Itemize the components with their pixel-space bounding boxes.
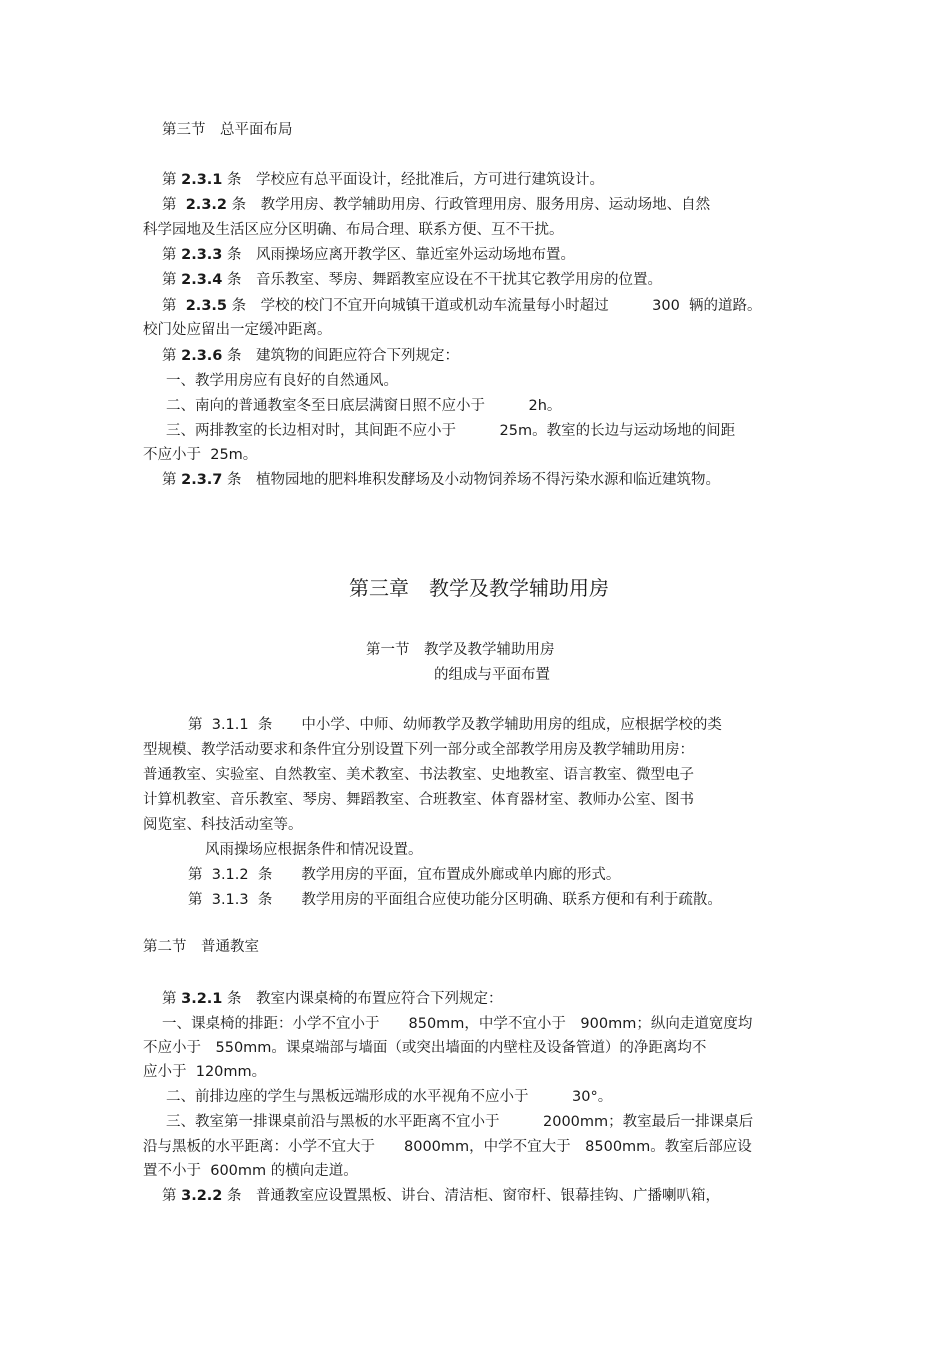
article-text: 条 教学用房、教学辅助用房、行政管理用房、服务用房、运动场地、自然 xyxy=(227,197,711,213)
article-2-3-3 xyxy=(162,245,575,265)
article-prefix: 第 xyxy=(162,247,182,263)
article-3-2-2 xyxy=(162,1186,720,1206)
article-number: 2.3.7 xyxy=(181,472,223,488)
section-heading: 第三节 总平面布局 xyxy=(162,122,293,138)
article-2-3-1 xyxy=(162,170,604,190)
article-prefix: 第 xyxy=(162,298,186,314)
article-text: 条 建筑物的间距应符合下列规定： xyxy=(222,348,460,364)
article-3-1-3: 第 3.1.3 条 教学用房的平面组合应使功能分区明确、联系方便和有利于疏散。 xyxy=(188,892,722,908)
article-text: 条 普通教室应设置黑板、讲台、清洁柜、窗帘杆、银幕挂钩、广播喇叭箱， xyxy=(222,1188,721,1204)
article-prefix: 第 xyxy=(162,472,182,488)
article-2-3-6 xyxy=(162,346,459,366)
list-item: 二、南向的普通教室冬至日底层满窗日照不应小于 2h。 xyxy=(166,398,562,414)
article-number: 2.3.3 xyxy=(181,247,223,263)
article-3-1-1-line: 型规模、教学活动要求和条件宜分别设置下列一部分或全部教学用房及教学辅助用房： xyxy=(143,742,694,758)
list-item: 二、前排边座的学生与黑板远端形成的水平视角不应小于 30°。 xyxy=(166,1089,613,1105)
article-prefix: 第 xyxy=(162,272,182,288)
article-text: 条 教室内课桌椅的布置应符合下列规定： xyxy=(222,991,503,1007)
article-prefix: 第 xyxy=(162,172,182,188)
article-number: 2.3.1 xyxy=(181,172,223,188)
list-item-continued: 应小于 120mm。 xyxy=(143,1064,267,1080)
article-3-1-1-line: 阅览室、科技活动室等。 xyxy=(143,817,303,833)
article-prefix: 第 xyxy=(162,197,186,213)
list-item: 三、两排教室的长边相对时，其间距不应小于 25m。教室的长边与运动场地的间距 xyxy=(166,423,736,439)
list-item-continued: 不应小于 25m。 xyxy=(143,447,258,463)
article-2-3-2-continued: 科学园地及生活区应分区明确、布局合理、联系方便、互不干扰。 xyxy=(143,222,564,238)
article-number: 3.2.1 xyxy=(181,991,223,1007)
article-3-1-2: 第 3.1.2 条 教学用房的平面，宜布置成外廊或单内廊的形式。 xyxy=(188,867,621,883)
article-text: 条 风雨操场应离开教学区、靠近室外运动场地布置。 xyxy=(222,247,576,263)
list-item-continued: 置不小于 600mm 的横向走道。 xyxy=(143,1163,358,1179)
article-3-2-1 xyxy=(162,989,503,1009)
section-heading: 第一节 教学及教学辅助用房 xyxy=(366,642,555,658)
article-2-3-7 xyxy=(162,470,720,490)
list-item: 一、教学用房应有良好的自然通风。 xyxy=(166,373,398,389)
article-3-1-1: 第 3.1.1 条 中小学、中师、幼师教学及教学辅助用房的组成，应根据学校的类 xyxy=(188,717,722,733)
article-2-3-4 xyxy=(162,270,662,290)
article-3-1-1-note: 风雨操场应根据条件和情况设置。 xyxy=(205,842,423,858)
article-2-3-5 xyxy=(162,296,762,316)
article-text: 条 植物园地的肥料堆积发酵场及小动物饲养场不得污染水源和临近建筑物。 xyxy=(222,472,721,488)
section-heading-line2: 的组成与平面布置 xyxy=(434,667,550,683)
article-text: 条 音乐教室、琴房、舞蹈教室应设在不干扰其它教学用房的位置。 xyxy=(222,272,663,288)
list-item-continued: 沿与黑板的水平距离：小学不宜大于 8000mm，中学不宜大于 8500mm。教室后部应设 xyxy=(143,1139,752,1155)
article-number: 2.3.4 xyxy=(181,272,223,288)
section-heading: 第二节 普通教室 xyxy=(143,939,259,955)
article-3-1-1-line: 普通教室、实验室、自然教室、美术教室、书法教室、史地教室、语言教室、微型电子 xyxy=(143,767,694,783)
article-prefix: 第 xyxy=(162,991,182,1007)
article-prefix: 第 xyxy=(162,348,182,364)
list-item: 一、课桌椅的排距：小学不宜小于 850mm，中学不宜小于 900mm；纵向走道宽度均 xyxy=(162,1016,753,1032)
article-number: 2.3.5 xyxy=(185,298,228,314)
chapter-title: 第三章 教学及教学辅助用房 xyxy=(349,576,609,600)
article-2-3-5-continued: 校门处应留出一定缓冲距离。 xyxy=(143,322,332,338)
list-item: 三、教室第一排课桌前沿与黑板的水平距离不宜小于 2000mm；教室最后一排课桌后 xyxy=(166,1114,754,1130)
list-item-continued: 不应小于 550mm。课桌端部与墙面（或突出墙面的内壁柱及设备管道）的净距离均不 xyxy=(143,1040,707,1056)
article-2-3-2 xyxy=(162,195,710,215)
article-text: 条 学校应有总平面设计，经批准后，方可进行建筑设计。 xyxy=(222,172,605,188)
article-3-1-1-line: 计算机教室、音乐教室、琴房、舞蹈教室、合班教室、体育器材室、教师办公室、图书 xyxy=(143,792,694,808)
article-text: 条 学校的校门不宜开向城镇干道或机动车流量每小时超过 300 辆的道路。 xyxy=(227,298,762,314)
article-number: 2.3.2 xyxy=(185,197,228,213)
article-number: 3.2.2 xyxy=(181,1188,223,1204)
article-number: 2.3.6 xyxy=(181,348,223,364)
article-prefix: 第 xyxy=(162,1188,182,1204)
